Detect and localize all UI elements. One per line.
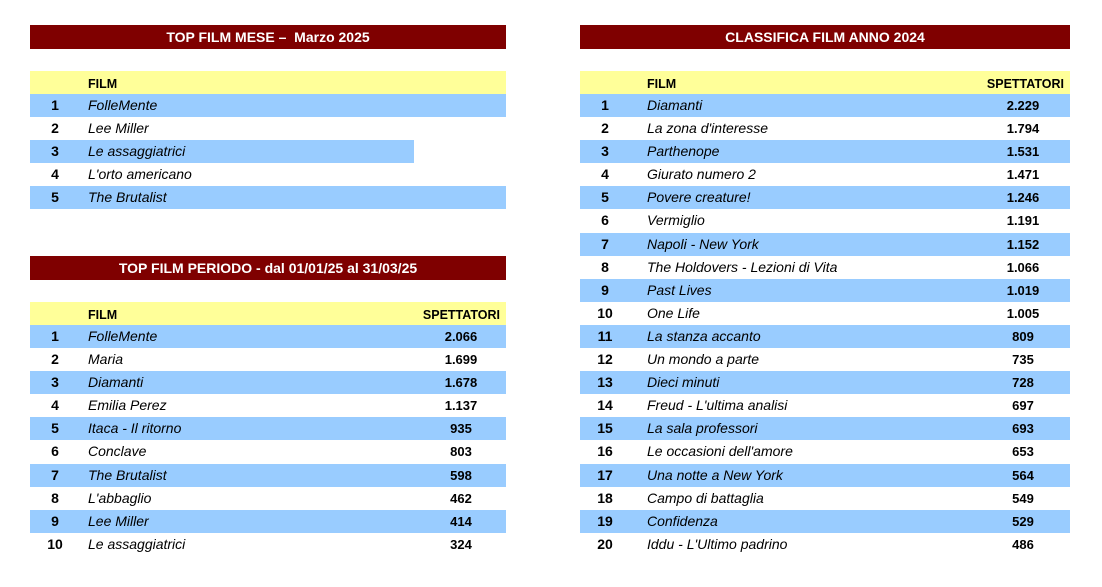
top-month-title: TOP FILM MESE – Marzo 2025 [30, 25, 506, 49]
rank-cell: 2 [601, 120, 609, 137]
film-title-cell: Freud - L'ultima analisi [647, 397, 788, 414]
viewers-cell: 1.471 [1006, 167, 1040, 183]
year-ranking-header [580, 71, 1070, 94]
film-title-cell: Dieci minuti [647, 374, 720, 391]
rank-cell: 5 [51, 420, 59, 437]
film-title-cell: Giurato numero 2 [647, 166, 756, 183]
table-row [580, 140, 1070, 163]
col-film-label: FILM [88, 308, 118, 322]
year-ranking-rows [580, 94, 1070, 556]
viewers-cell: 2.229 [1006, 98, 1040, 113]
viewers-cell: 728 [1012, 375, 1034, 391]
table-row [580, 186, 1070, 209]
viewers-cell: 462 [450, 490, 472, 506]
rank-cell: 3 [601, 143, 609, 160]
table-row [580, 256, 1070, 279]
viewers-cell: 803 [450, 444, 472, 460]
film-title-cell: Una notte a New York [647, 466, 783, 483]
film-title-cell: Le assaggiatrici [88, 143, 186, 160]
table-row [580, 371, 1070, 394]
film-title-cell: L'orto americano [88, 166, 192, 183]
film-title-cell: Povere creature! [647, 189, 751, 206]
rank-cell: 2 [51, 120, 59, 137]
rank-cell: 10 [47, 535, 63, 552]
table-row [580, 533, 1070, 556]
table-row [580, 348, 1070, 371]
film-title-cell: Confidenza [647, 512, 718, 529]
rank-cell: 8 [51, 489, 59, 506]
rank-cell: 12 [597, 351, 613, 368]
viewers-cell: 1.066 [1006, 259, 1040, 275]
rank-cell: 5 [51, 189, 59, 206]
rank-cell: 8 [601, 258, 609, 275]
table-row [580, 302, 1070, 325]
film-title-cell: Napoli - New York [647, 235, 759, 252]
film-title-cell: The Brutalist [88, 189, 167, 206]
rank-cell: 18 [597, 489, 613, 506]
film-title-cell: Diamanti [647, 97, 703, 113]
table-row [30, 394, 506, 417]
rank-cell: 1 [601, 97, 609, 113]
year-ranking-section [580, 0, 1070, 587]
film-title-cell: L'abbaglio [88, 489, 152, 506]
rank-cell: 20 [597, 535, 613, 552]
viewers-cell: 809 [1012, 328, 1034, 344]
viewers-cell: 1.152 [1006, 236, 1040, 252]
rank-cell: 16 [597, 443, 613, 460]
film-title-cell: Diamanti [88, 374, 144, 391]
table-row [30, 510, 506, 533]
viewers-cell: 549 [1012, 490, 1034, 506]
table-row [30, 440, 506, 463]
viewers-cell: 1.678 [444, 375, 478, 391]
rank-cell: 7 [51, 466, 59, 483]
rank-cell: 9 [601, 281, 609, 298]
top-period-header [30, 302, 506, 325]
film-title-cell: La stanza accanto [647, 327, 761, 344]
table-row [30, 325, 506, 348]
table-row [580, 233, 1070, 256]
col-film-label: FILM [88, 77, 118, 91]
film-title-cell: FolleMente [88, 97, 158, 113]
year-ranking-title: CLASSIFICA FILM ANNO 2024 [580, 25, 1070, 49]
table-row [580, 325, 1070, 348]
film-title-cell: Past Lives [647, 281, 712, 298]
film-title-cell: La zona d'interesse [647, 120, 768, 137]
table-row [580, 487, 1070, 510]
rank-cell: 15 [597, 420, 613, 437]
rank-cell: 3 [51, 374, 59, 391]
rank-cell: 14 [597, 397, 613, 414]
top-period-rows [30, 325, 506, 556]
table-row [580, 440, 1070, 463]
table-row [30, 487, 506, 510]
rank-cell: 6 [601, 212, 609, 229]
table-row [30, 417, 506, 440]
table-row [30, 464, 506, 487]
table-row [580, 94, 1070, 117]
rank-cell: 5 [601, 189, 609, 206]
film-title-cell: Un mondo a parte [647, 351, 760, 368]
viewers-cell: 1.019 [1006, 282, 1040, 298]
rank-cell: 11 [597, 327, 613, 344]
viewers-cell: 735 [1012, 352, 1034, 368]
table-row [580, 394, 1070, 417]
rank-cell: 4 [51, 397, 59, 414]
film-title-cell: Campo di battaglia [647, 489, 764, 506]
viewers-cell: 486 [1012, 536, 1034, 552]
table-row [30, 533, 506, 556]
film-title-cell: Conclave [88, 443, 147, 460]
viewers-cell: 324 [450, 536, 472, 552]
film-title-cell: Itaca - Il ritorno [88, 420, 182, 437]
table-row [30, 348, 506, 371]
table-row [30, 371, 506, 394]
viewers-cell: 697 [1012, 398, 1034, 414]
col-film-label: FILM [647, 77, 677, 91]
rank-cell: 2 [51, 351, 59, 368]
table-row [580, 464, 1070, 487]
viewers-cell: 653 [1012, 444, 1034, 460]
film-title-cell: Lee Miller [88, 120, 149, 137]
table-row [580, 163, 1070, 186]
col-viewers-label: SPETTATORI [422, 308, 500, 322]
viewers-cell: 529 [1012, 513, 1034, 529]
rank-cell: 13 [597, 374, 613, 391]
rank-cell: 3 [51, 143, 59, 160]
film-title-cell: One Life [647, 304, 700, 321]
table-row [580, 417, 1070, 440]
film-title-cell: FolleMente [88, 328, 158, 344]
top-period-title: TOP FILM PERIODO - dal 01/01/25 al 31/03/25 [30, 256, 506, 280]
film-title-cell: The Brutalist [88, 466, 167, 483]
film-title-cell: Emilia Perez [88, 397, 167, 414]
viewers-cell: 1.191 [1006, 213, 1040, 229]
film-title-cell: Parthenope [647, 143, 720, 160]
rank-cell: 10 [597, 304, 613, 321]
top-period-section [30, 0, 506, 587]
rank-cell: 4 [601, 166, 609, 183]
film-title-cell: The Holdovers - Lezioni di Vita [647, 258, 838, 275]
film-title-cell: Maria [88, 351, 124, 368]
viewers-cell: 1.531 [1006, 144, 1040, 160]
viewers-cell: 693 [1012, 421, 1034, 437]
rank-cell: 1 [51, 328, 59, 344]
film-title-cell: Iddu - L'Ultimo padrino [647, 535, 788, 552]
viewers-cell: 414 [450, 513, 472, 529]
viewers-cell: 1.137 [444, 398, 478, 414]
rank-cell: 19 [597, 512, 613, 529]
col-viewers-label: SPETTATORI [986, 77, 1064, 91]
rank-cell: 17 [597, 466, 613, 483]
table-row [580, 510, 1070, 533]
viewers-cell: 1.794 [1006, 121, 1040, 137]
film-title-cell: La sala professori [647, 420, 758, 437]
viewers-cell: 2.066 [444, 329, 478, 344]
film-title-cell: Vermiglio [647, 212, 705, 229]
viewers-cell: 935 [450, 421, 472, 437]
viewers-cell: 1.699 [444, 352, 478, 368]
viewers-cell: 1.246 [1006, 190, 1040, 206]
rank-cell: 7 [601, 235, 609, 252]
viewers-cell: 598 [450, 467, 472, 483]
film-title-cell: Lee Miller [88, 512, 149, 529]
viewers-cell: 564 [1012, 467, 1034, 483]
viewers-cell: 1.005 [1006, 305, 1040, 321]
film-title-cell: Le occasioni dell'amore [647, 443, 793, 460]
rank-cell: 9 [51, 512, 59, 529]
rank-cell: 1 [51, 97, 59, 113]
table-row [580, 279, 1070, 302]
table-row [580, 209, 1070, 232]
table-row [580, 117, 1070, 140]
film-title-cell: Le assaggiatrici [88, 535, 186, 552]
rank-cell: 4 [51, 166, 59, 183]
rank-cell: 6 [51, 443, 59, 460]
